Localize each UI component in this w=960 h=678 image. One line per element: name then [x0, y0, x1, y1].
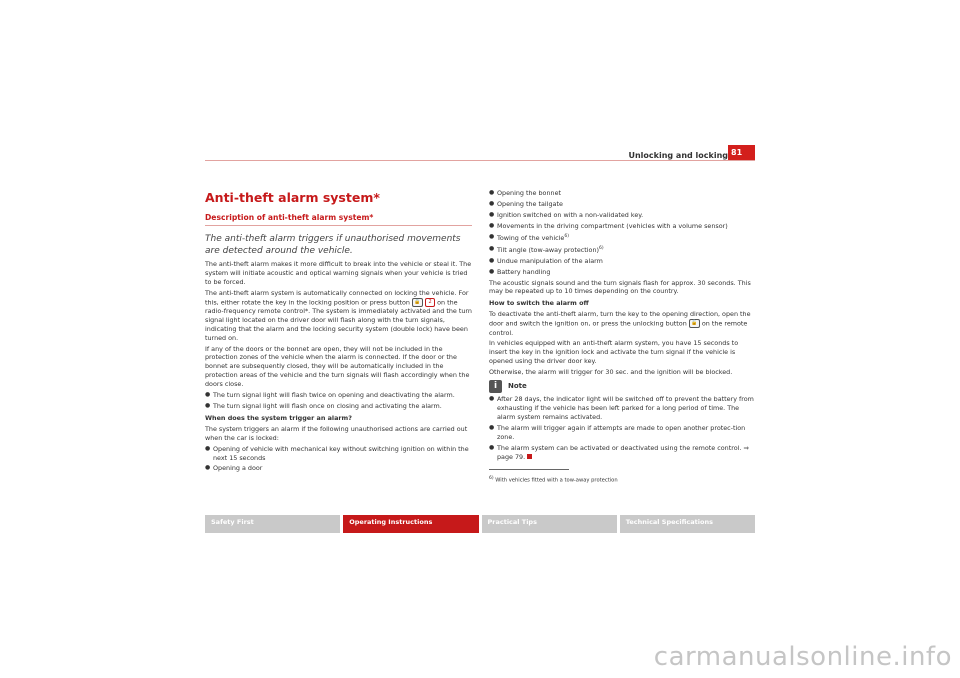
paragraph: If any of the doors or the bonnet are open, they will not be included in the protection zones of the vehicle when the alarm is connected. If the door or the bonnet are subsequently closed, they will be automatically included in the protection areas of the vehicle and the turn signals will flash accordingly when the doors close. — [205, 344, 470, 389]
bullet-icon: ● — [489, 267, 495, 275]
footnote-mark: 6) — [599, 245, 604, 251]
list-item-label: Towing of the vehicle — [497, 233, 565, 242]
note-label: Note — [508, 382, 527, 391]
list-item — [489, 233, 755, 243]
footnote-mark: 6) — [489, 476, 494, 482]
list-item — [205, 445, 472, 463]
list-item-label: Tilt angle (tow-away protection) — [497, 245, 600, 254]
list-item-text: Opening of vehicle with mechanical key without switching ignition on within the next 15 seconds — [213, 444, 469, 462]
list-item — [489, 189, 755, 198]
paragraph — [489, 310, 755, 337]
tab-operating-instructions[interactable]: Operating Instructions — [343, 515, 478, 533]
note-header — [489, 380, 755, 393]
list-item — [489, 268, 755, 277]
paragraph: The anti-theft alarm makes it more difficult to break into the vehicle or steal it. The system will initiate acoustic and optical warning signals when your vehicle is tried to be forced. — [205, 259, 472, 286]
list-item — [489, 211, 755, 220]
list-item-text: Battery handling — [497, 267, 551, 276]
header-rule — [205, 160, 755, 161]
bullet-icon: ● — [205, 391, 211, 399]
list-item — [489, 245, 755, 255]
bullet-icon: ● — [489, 221, 495, 229]
list-item — [489, 257, 755, 266]
list-item — [489, 222, 755, 231]
lock-button-icon: 🔒 — [412, 298, 423, 307]
list-item — [489, 444, 755, 462]
paragraph: In vehicles equipped with an anti-theft alarm system, you have 15 seconds to insert the key in the ignition lock and activate the turn signal if the vehicle is opened using the driver door key. — [489, 339, 739, 366]
subsection-title: Description of anti-theft alarm system* — [205, 213, 374, 222]
footnote-mark: 6) — [564, 233, 569, 239]
end-marker-icon — [527, 454, 532, 459]
list-item-text: Undue manipulation of the alarm — [497, 256, 603, 265]
bullet-icon: ● — [489, 256, 495, 264]
list-item-text — [497, 444, 755, 462]
callout-number: 2 — [425, 298, 435, 307]
paragraph-text: The anti-theft alarm system is automatically connected on locking the vehicle. For this, either rotate the key in the locking position or press button — [205, 288, 469, 307]
footnote-text: With vehicles fitted with a tow-away protection — [495, 478, 618, 485]
list-item-text: Opening a door — [213, 464, 263, 473]
bullet-icon: ● — [205, 444, 211, 452]
list-item-text: Movements in the driving compartment (vehicles with a volume sensor) — [497, 221, 728, 230]
list-item — [205, 402, 472, 411]
list-item-text — [497, 233, 569, 243]
list-item-text: Opening the tailgate — [497, 199, 563, 208]
list-item — [205, 464, 472, 473]
bullet-icon: ● — [489, 232, 495, 240]
right-column — [489, 189, 755, 486]
list-item — [489, 424, 755, 442]
list-item — [489, 395, 755, 422]
footnote — [489, 475, 755, 486]
tab-practical-tips[interactable]: Practical Tips — [482, 515, 617, 533]
bullet-icon: ● — [489, 210, 495, 218]
bullet-icon: ● — [205, 464, 211, 472]
bullet-icon: ● — [489, 244, 495, 252]
bullet-icon: ● — [489, 423, 495, 431]
running-header: Unlocking and locking — [628, 151, 728, 160]
paragraph: The acoustic signals sound and the turn signals flash for approx. 30 seconds. This may be repeated up to 10 times depending on the country. — [489, 278, 751, 296]
tab-technical-specifications[interactable]: Technical Specifications — [620, 515, 755, 533]
paragraph-text: on the remote control. — [489, 319, 748, 337]
tab-safety-first[interactable]: Safety First — [205, 515, 340, 533]
list-item-text: After 28 days, the indicator light will be switched off to prevent the battery from exhausting if the vehicle has been left parked for a long period of time. The alarm system remains activated. — [497, 395, 754, 421]
footer-nav — [205, 515, 755, 533]
list-item-text: The turn signal light will flash twice on opening and deactivating the alarm. — [213, 391, 455, 400]
bullet-icon: ● — [489, 189, 495, 196]
left-column — [205, 214, 472, 475]
paragraph: The system triggers an alarm if the following unauthorised actions are carried out when the car is locked: — [205, 424, 468, 442]
bullet-icon: ● — [489, 395, 495, 403]
bullet-icon: ● — [489, 443, 495, 451]
subsection-rule — [205, 225, 472, 226]
page-number: 81 — [728, 145, 755, 161]
paragraph: Otherwise, the alarm will trigger for 30 sec. and the ignition will be blocked. — [489, 368, 733, 377]
list-item-label: The alarm system can be activated or deactivated using the remote control. ⇒ page 79. — [497, 443, 749, 461]
section-title: Anti-theft alarm system* — [205, 190, 380, 205]
list-item — [205, 391, 472, 400]
heading-trigger: When does the system trigger an alarm? — [205, 413, 352, 422]
footnote-rule — [489, 469, 569, 470]
heading-switch-off: How to switch the alarm off — [489, 299, 589, 308]
paragraph-text: on the radio-frequency remote control*. The system is immediately activated and the turn signal light located on the driver door will flash along with the turn signals, indicating that the alarm and the locking security system (double lock) have been turned on. — [205, 298, 472, 342]
paragraph-text: To deactivate the anti-theft alarm, turn the key to the opening direction, open the door and switch the ignition on, or press the unlocking button — [489, 310, 751, 328]
paragraph — [205, 289, 472, 343]
bullet-icon: ● — [205, 402, 211, 409]
list-item-text: The turn signal light will flash once on closing and activating the alarm. — [213, 402, 442, 410]
unlock-button-icon: 🔓 — [689, 319, 700, 328]
list-item — [489, 200, 755, 209]
list-item-text: Ignition switched on with a non-validated key. — [497, 210, 644, 219]
list-item-text — [497, 245, 604, 255]
watermark: carmanualsonline.info — [653, 642, 952, 672]
list-item-text: Opening the bonnet — [497, 189, 562, 197]
lead-text: The anti-theft alarm triggers if unauthorised movements are detected around the vehicle. — [205, 233, 461, 257]
bullet-icon: ● — [489, 199, 495, 207]
note-icon: i — [489, 380, 502, 393]
list-item-text: The alarm will trigger again if attempts are made to open another protec-tion zone. — [497, 423, 746, 441]
